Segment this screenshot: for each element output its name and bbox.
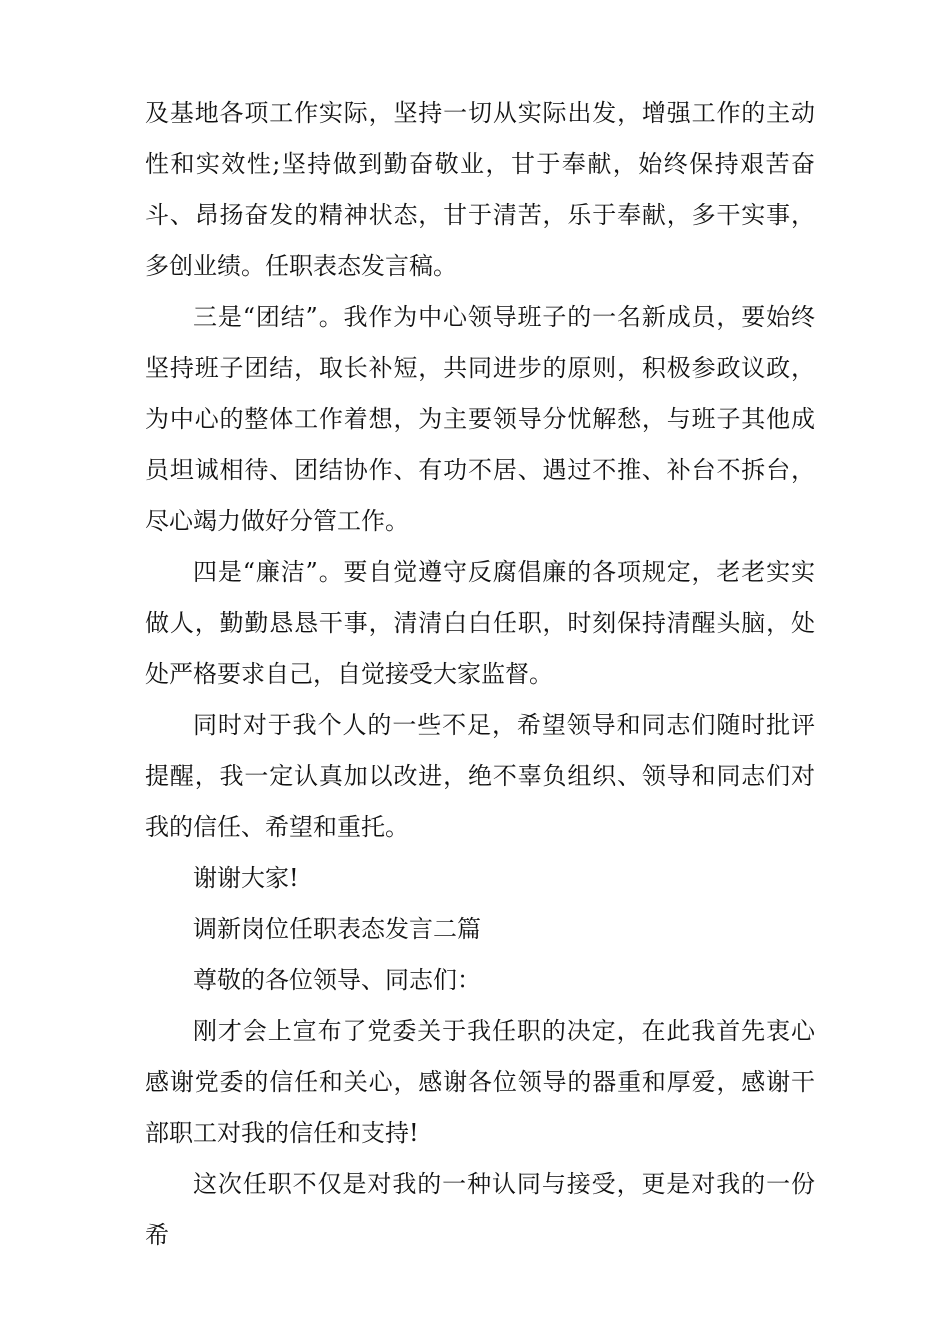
paragraph-1: 及基地各项工作实际，坚持一切从实际出发，增强工作的主动性和实效性;坚持做到勤奋敬业，甘于奉献，始终保持艰苦奋斗、昂扬奋发的精神状态，甘于清苦，乐于奉献，多干实事，多创业绩。任职表态发言稿。	[145, 99, 815, 280]
paragraph-4: 同时对于我个人的一些不足，希望领导和同志们随时批评提醒，我一定认真加以改进，绝不辜负组织、领导和同志们对我的信任、希望和重托。	[145, 711, 815, 841]
section-heading: 调新岗位任职表态发言二篇	[193, 915, 481, 943]
paragraph-8: 刚才会上宣布了党委关于我任职的决定，在此我首先衷心感谢党委的信任和关心，感谢各位领导的器重和厚爱，感谢干部职工对我的信任和支持!	[145, 1017, 815, 1147]
document-body	[145, 88, 815, 1261]
paragraph-2: 三是“团结”。我作为中心领导班子的一名新成员，要始终坚持班子团结，取长补短，共同进步的原则，积极参政议政，为中心的整体工作着想，为主要领导分忧解愁，与班子其他成员坦诚相待、团结协作、有功不居、遇过不推、补台不拆台，尽心竭力做好分管工作。	[145, 303, 815, 535]
salutation: 尊敬的各位领导、同志们：	[193, 966, 481, 994]
paragraph-3: 四是“廉洁”。要自觉遵守反腐倡廉的各项规定，老老实实做人，勤勤恳恳干事，清清白白任职，时刻保持清醒头脑，处处严格要求自己，自觉接受大家监督。	[145, 558, 815, 688]
paragraph-9: 这次任职不仅是对我的一种认同与接受，更是对我的一份希	[145, 1170, 815, 1249]
closing-thanks: 谢谢大家!	[193, 864, 299, 892]
